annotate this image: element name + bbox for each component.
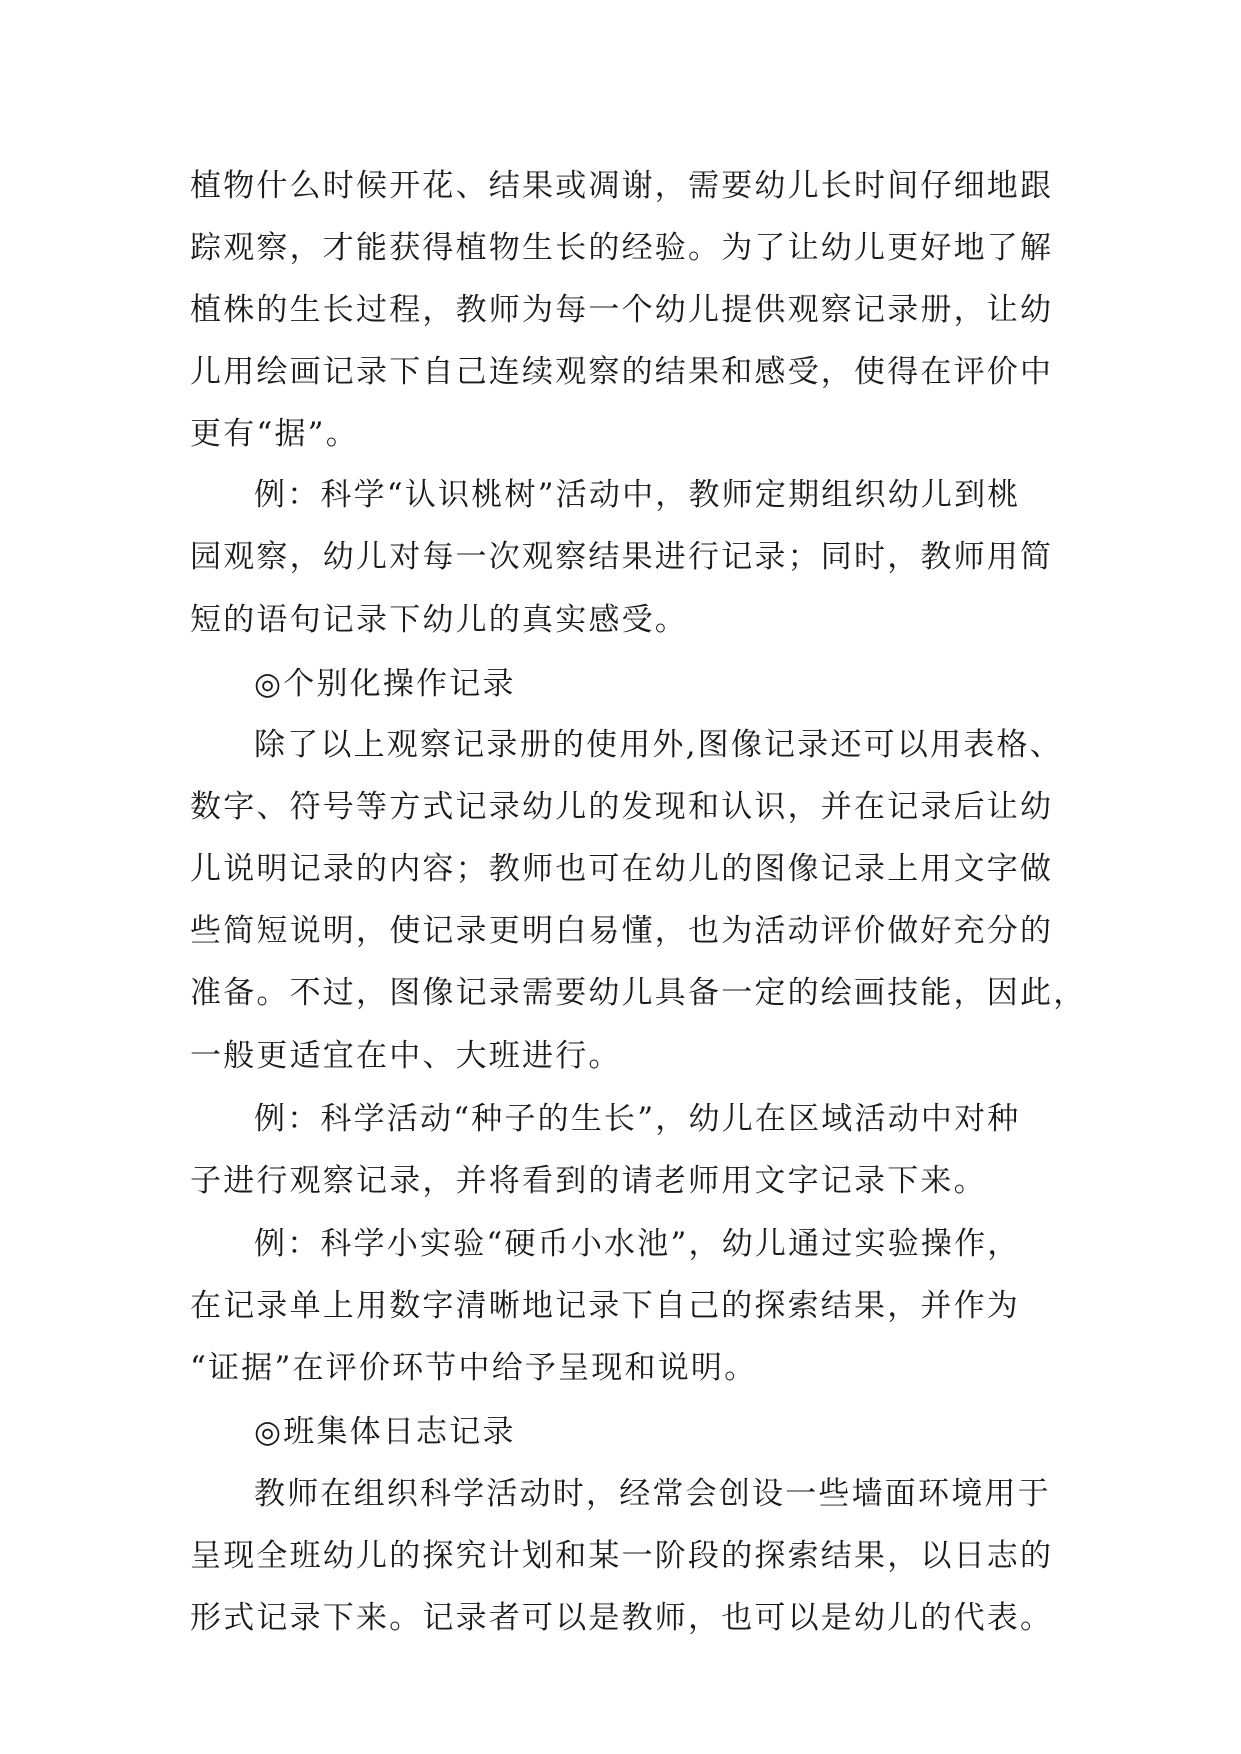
text-line: 踪观察，才能获得植物生长的经验。为了让幼儿更好地了解 [190,230,1054,266]
text-line: 植株的生长过程，教师为每一个幼儿提供观察记录册，让幼 [190,292,1054,328]
text-line: 在记录单上用数字清晰地记录下自己的探索结果，并作为 [190,1288,1020,1324]
paragraph-start: 教师在组织科学活动时，经常会创设一些墙面环境用于 [254,1476,1051,1512]
text-line: 呈现全班幼儿的探究计划和某一阶段的探索结果，以日志的 [190,1538,1054,1574]
example-paragraph: 例：科学“认识桃树”活动中，教师定期组织幼儿到桃 [254,477,1021,513]
text-line: 形式记录下来。记录者可以是教师，也可以是幼儿的代表。 [190,1600,1054,1636]
text-line: 数字、符号等方式记录幼儿的发现和认识，并在记录后让幼 [190,789,1054,825]
text-line: 更有“据”。 [190,416,359,452]
text-line: 一般更适宜在中、大班进行。 [190,1038,622,1074]
text-line: 准备。不过，图像记录需要幼儿具备一定的绘画技能，因此， [190,975,1087,1011]
text-line: 园观察，幼儿对每一次观察结果进行记录；同时，教师用简 [190,539,1054,575]
text-line: 植物什么时候开花、结果或凋谢，需要幼儿长时间仔细地跟 [190,168,1054,204]
text-line: “证据”在评价环节中给予呈现和说明。 [190,1350,758,1386]
text-line: 子进行观察记录，并将看到的请老师用文字记录下来。 [190,1163,987,1199]
text-line: 些简短说明，使记录更明白易懂，也为活动评价做好充分的 [190,913,1054,949]
example-paragraph: 例：科学小实验“硬币小水池”，幼儿通过实验操作， [254,1226,1021,1262]
section-heading: ◎个别化操作记录 [254,666,516,702]
text-line: 短的语句记录下幼儿的真实感受。 [190,602,688,638]
example-paragraph: 例：科学活动“种子的生长”，幼儿在区域活动中对种 [254,1101,1021,1137]
paragraph-start: 除了以上观察记录册的使用外,图像记录还可以用表格、 [254,727,1063,763]
text-line: 儿说明记录的内容；教师也可在幼儿的图像记录上用文字做 [190,851,1054,887]
section-heading: ◎班集体日志记录 [254,1414,516,1450]
text-line: 儿用绘画记录下自己连续观察的结果和感受，使得在评价中 [190,354,1054,390]
